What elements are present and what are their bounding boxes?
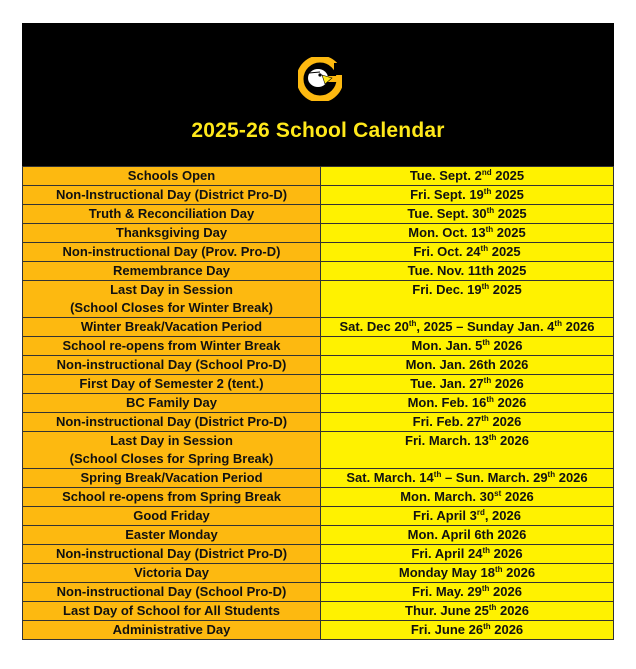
event-date: Mon. Oct. 13th 2025 bbox=[321, 224, 614, 243]
event-date: Sat. March. 14th – Sun. March. 29th 2026 bbox=[321, 469, 614, 488]
event-label: Good Friday bbox=[133, 508, 210, 523]
calendar-row bbox=[23, 337, 614, 356]
event-name bbox=[23, 318, 321, 337]
event-date: Mon. Jan. 26th 2026 bbox=[321, 356, 614, 375]
event-name bbox=[23, 545, 321, 564]
event-date: Fri. Feb. 27th 2026 bbox=[321, 413, 614, 432]
calendar-row bbox=[23, 432, 614, 469]
event-label: First Day of Semester 2 (tent.) bbox=[79, 376, 264, 391]
event-date: Fri. Dec. 19th 2025 bbox=[321, 281, 614, 318]
event-name bbox=[23, 167, 321, 186]
event-label: Last Day in Session bbox=[110, 433, 233, 448]
event-label: Non-Instructional Day (District Pro-D) bbox=[55, 187, 288, 202]
event-label: Truth & Reconciliation Day bbox=[88, 206, 255, 221]
event-date: Fri. May. 29th 2026 bbox=[321, 583, 614, 602]
event-name bbox=[23, 413, 321, 432]
event-label: Last Day of School for All Students bbox=[63, 603, 280, 618]
calendar-row bbox=[23, 243, 614, 262]
calendar-row bbox=[23, 356, 614, 375]
event-name bbox=[23, 243, 321, 262]
event-name bbox=[23, 583, 321, 602]
school-calendar bbox=[22, 23, 614, 640]
event-date: Fri. April 24th 2026 bbox=[321, 545, 614, 564]
calendar-row bbox=[23, 375, 614, 394]
event-name bbox=[23, 526, 321, 545]
event-date: Monday May 18th 2026 bbox=[321, 564, 614, 583]
event-note: (School Closes for Spring Break) bbox=[69, 451, 274, 466]
event-label: Non-instructional Day (District Pro-D) bbox=[55, 546, 288, 561]
event-name bbox=[23, 205, 321, 224]
event-label: Non-instructional Day (School Pro-D) bbox=[56, 357, 287, 372]
event-label: Administrative Day bbox=[112, 622, 231, 637]
calendar-row bbox=[23, 318, 614, 337]
event-name bbox=[23, 281, 321, 318]
event-label: Thanksgiving Day bbox=[115, 225, 228, 240]
event-name bbox=[23, 356, 321, 375]
calendar-row bbox=[23, 545, 614, 564]
event-date: Fri. June 26th 2026 bbox=[321, 621, 614, 640]
eagle-g-logo-icon bbox=[298, 57, 342, 101]
event-name bbox=[23, 602, 321, 621]
event-date: Fri. March. 13th 2026 bbox=[321, 432, 614, 469]
event-date: Tue. Nov. 11th 2025 bbox=[321, 262, 614, 281]
event-note: (School Closes for Winter Break) bbox=[70, 300, 273, 315]
event-label: Spring Break/Vacation Period bbox=[80, 470, 263, 485]
event-label: Victoria Day bbox=[134, 565, 209, 580]
calendar-row bbox=[23, 167, 614, 186]
event-name bbox=[23, 337, 321, 356]
event-label: Remembrance Day bbox=[112, 263, 231, 278]
event-date: Sat. Dec 20th, 2025 – Sunday Jan. 4th 2026 bbox=[321, 318, 614, 337]
event-date: Tue. Jan. 27th 2026 bbox=[321, 375, 614, 394]
calendar-row bbox=[23, 602, 614, 621]
event-label: Winter Break/Vacation Period bbox=[80, 319, 263, 334]
event-name bbox=[23, 469, 321, 488]
event-date: Fri. Oct. 24th 2025 bbox=[321, 243, 614, 262]
calendar-row bbox=[23, 507, 614, 526]
calendar-row bbox=[23, 469, 614, 488]
calendar-row bbox=[23, 583, 614, 602]
calendar-row bbox=[23, 488, 614, 507]
event-name bbox=[23, 262, 321, 281]
calendar-row bbox=[23, 281, 614, 318]
event-date: Fri. Sept. 19th 2025 bbox=[321, 186, 614, 205]
event-name bbox=[23, 186, 321, 205]
event-date: Mon. March. 30st 2026 bbox=[321, 488, 614, 507]
event-label: BC Family Day bbox=[125, 395, 218, 410]
calendar-row bbox=[23, 394, 614, 413]
event-date: Tue. Sept. 30th 2025 bbox=[321, 205, 614, 224]
calendar-row bbox=[23, 224, 614, 243]
event-label: Non-instructional Day (Prov. Pro-D) bbox=[62, 244, 281, 259]
calendar-row bbox=[23, 262, 614, 281]
event-date: Mon. Feb. 16th 2026 bbox=[321, 394, 614, 413]
calendar-row bbox=[23, 205, 614, 224]
calendar-row bbox=[23, 564, 614, 583]
event-label: School re-opens from Winter Break bbox=[62, 338, 281, 353]
event-name bbox=[23, 564, 321, 583]
event-name bbox=[23, 394, 321, 413]
calendar-row bbox=[23, 413, 614, 432]
event-date: Mon. April 6th 2026 bbox=[321, 526, 614, 545]
calendar-row bbox=[23, 621, 614, 640]
event-name bbox=[23, 621, 321, 640]
calendar-table bbox=[22, 166, 614, 640]
event-name bbox=[23, 432, 321, 469]
calendar-row bbox=[23, 526, 614, 545]
event-name bbox=[23, 375, 321, 394]
event-date: Tue. Sept. 2nd 2025 bbox=[321, 167, 614, 186]
event-label: Schools Open bbox=[127, 168, 216, 183]
event-name bbox=[23, 488, 321, 507]
event-label: Non-instructional Day (School Pro-D) bbox=[56, 584, 287, 599]
event-name bbox=[23, 507, 321, 526]
page-title: 2025-26 School Calendar bbox=[191, 119, 445, 142]
event-label: Non-instructional Day (District Pro-D) bbox=[55, 414, 288, 429]
event-label: Easter Monday bbox=[125, 527, 218, 542]
event-date: Thur. June 25th 2026 bbox=[321, 602, 614, 621]
calendar-row bbox=[23, 186, 614, 205]
event-name bbox=[23, 224, 321, 243]
event-date: Mon. Jan. 5th 2026 bbox=[321, 337, 614, 356]
event-label: Last Day in Session bbox=[110, 282, 233, 297]
event-date: Fri. April 3rd, 2026 bbox=[321, 507, 614, 526]
calendar-header bbox=[22, 23, 614, 166]
event-label: School re-opens from Spring Break bbox=[62, 489, 281, 504]
